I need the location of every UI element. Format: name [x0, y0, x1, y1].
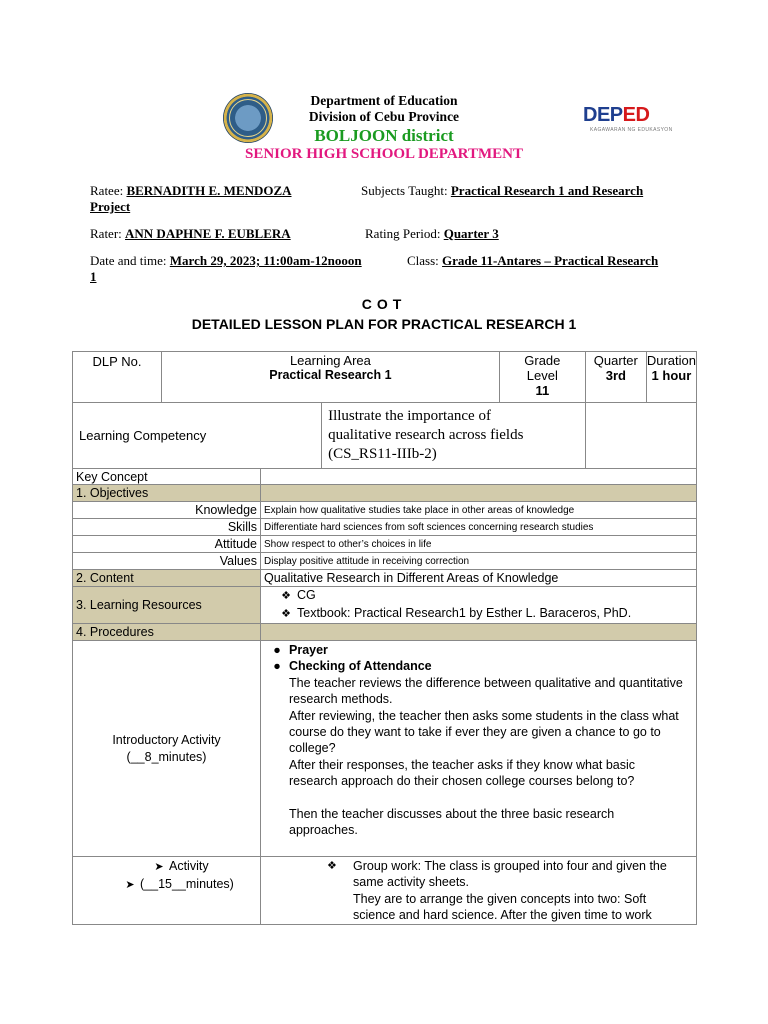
learning-area-cell: Learning Area Practical Research 1 [162, 352, 500, 403]
class-line-2: 1 [90, 269, 97, 284]
subjects-line-2: Project [90, 199, 131, 214]
content-value: Qualitative Research in Different Areas of Knowledge [261, 570, 697, 587]
key-concept-value [261, 469, 697, 485]
datetime-line: Date and time: March 29, 2023; 11:00am-12nooon [90, 253, 362, 268]
ratee-name: BERNADITH E. MENDOZA [126, 183, 292, 198]
class-value: Grade 11-Antares – Practical Research [442, 253, 659, 268]
resource-item: ❖ Textbook: Practical Research1 by Esther L. Baraceros, PhD. [281, 606, 632, 620]
subjects-line: Subjects Taught: Practical Research 1 and Research [361, 183, 644, 198]
rating-period-line: Rating Period: Quarter 3 [365, 226, 499, 241]
deped-logo-subtext: KAGAWARAN NG EDUKASYON [590, 127, 673, 133]
dlp-title: DETAILED LESSON PLAN FOR PRACTICAL RESEARCH 1 [191, 316, 577, 332]
content-label: 2. Content [73, 570, 261, 587]
procedures-label: 4. Procedures [73, 624, 261, 641]
rater-line: Rater: ANN DAPHNE F. EUBLERA [90, 226, 291, 241]
header-division: Division of Cebu Province [308, 109, 460, 124]
rater-name: ANN DAPHNE F. EUBLERA [125, 226, 291, 241]
values-value: Display positive attitude in receiving correction [261, 553, 697, 570]
resources-label: 3. Learning Resources [73, 587, 261, 624]
grade-level-cell: Grade Level 11 [499, 352, 585, 403]
skills-label: Skills [73, 519, 261, 536]
intro-bullet: ● Prayer [273, 643, 328, 657]
subjects-value: Practical Research 1 and Research [450, 183, 644, 198]
resource-item: ❖ CG [281, 588, 316, 602]
dlp-header-table [72, 351, 697, 469]
competency-label-cell: Learning Competency [73, 403, 322, 469]
competency-empty-cell [585, 403, 696, 469]
cot-title: COT [361, 296, 407, 312]
header-district: BOLJOON district [314, 126, 454, 145]
objectives-label: 1. Objectives [73, 485, 261, 502]
header-department: SENIOR HIGH SCHOOL DEPARTMENT [245, 146, 523, 162]
activity-paragraph: They are to arrange the given concepts into two: Soft science and hard science. After the given time to work [353, 891, 652, 923]
procedures-shade [261, 624, 697, 641]
intro-paragraph: The teacher reviews the difference between qualitative and quantitative research methods. [289, 675, 683, 707]
rating-period-value: Quarter 3 [443, 226, 499, 241]
intro-paragraph: After reviewing, the teacher then asks some students in the class what course do they want to take if ever they are given a chance to go to college? [289, 708, 679, 756]
intro-activity-content [261, 641, 697, 857]
resources-list [261, 587, 697, 624]
header-dept: Department of Education [310, 93, 458, 108]
activity-label: ➤ Activity ➤ (__15__minutes) [73, 857, 261, 925]
intro-paragraph: Then the teacher discusses about the three basic research approaches. [289, 806, 615, 838]
attitude-label: Attitude [73, 536, 261, 553]
objectives-shade [261, 485, 697, 502]
deped-logo: DEPED [583, 104, 650, 126]
values-label: Values [73, 553, 261, 570]
knowledge-label: Knowledge [73, 502, 261, 519]
duration-cell: Duration 1 hour [646, 352, 696, 403]
intro-bullet: ● Checking of Attendance [273, 659, 432, 674]
class-line: Class: Grade 11-Antares – Practical Research [407, 253, 659, 268]
intro-paragraph: After their responses, the teacher asks if they know what basic research approach do their chosen college courses belong to? [289, 757, 636, 789]
key-concept-label: Key Concept [73, 469, 261, 485]
ratee-line: Ratee: BERNADITH E. MENDOZA [90, 183, 292, 198]
knowledge-value: Explain how qualitative studies take place in other areas of knowledge [261, 502, 697, 519]
quarter-cell: Quarter 3rd [585, 352, 646, 403]
intro-activity-label: Introductory Activity (__8_minutes) [73, 641, 261, 857]
competency-value-cell: Illustrate the importance of qualitative research across fields (CS_RS11-IIIb-2) [322, 403, 586, 469]
datetime-value: March 29, 2023; 11:00am-12nooon [169, 253, 362, 268]
activity-content: ❖ Group work: The class is grouped into four and given the same activity sheets. They are to arrange the given concepts into two: Soft science and hard science. After the given time to work [261, 857, 697, 925]
skills-value: Differentiate hard sciences from soft sciences concerning research studies [261, 519, 697, 536]
dlp-no-cell: DLP No. [73, 352, 162, 403]
dlp-main-table [72, 468, 697, 925]
attitude-value: Show respect to other’s choices in life [261, 536, 697, 553]
activity-paragraph: Group work: The class is grouped into four and given the same activity sheets. [353, 859, 667, 890]
